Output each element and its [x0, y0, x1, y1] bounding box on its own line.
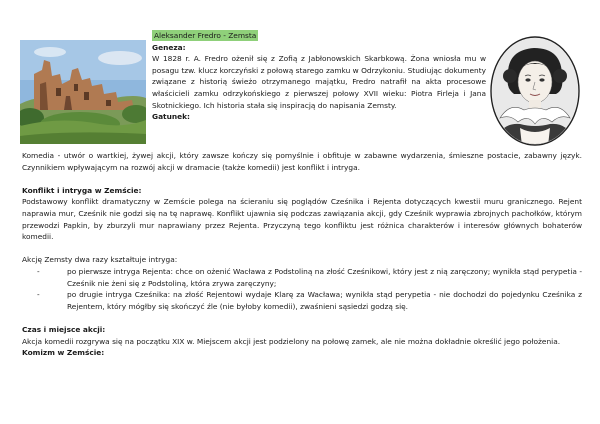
intrigue-item-1: po pierwsze intryga Rejenta: chce on ożenić Wacława z Podstoliną na złość Cześnikowi, który jest z nią zaręczony; wynikła stąd perypetia - Cześnik nie żeni się z Podstoliną, która zrywa zaręczyny;: [67, 266, 582, 288]
header-block: [152, 30, 486, 123]
castle-ruins-photo: [20, 40, 146, 144]
conflict-heading: Konflikt i intryga w Zemście:: [22, 185, 142, 195]
intrigue-item-2: po drugie intryga Cześnika: na złość Rejentowi wydaje Klarę za Wacława; wynikła stąd perypetia - nie dochodzi do pojedynku Cześnika z Rejentem, który mógłby się skończyć źle (nie byłoby komedii), zwaśnieni sąsiedzi godzą się.: [67, 290, 582, 311]
list-item: [22, 289, 582, 312]
intrigue-intro: Akcję Zemsty dwa razy kształtuje intryga:: [22, 255, 178, 265]
document-title: Aleksander Fredro - Zemsta: [154, 31, 257, 40]
bullet-dash: -: [37, 266, 40, 276]
genre-text: Komedia - utwór o wartkiej, żywej akcji, który zawsze kończy się pomyślnie i obfituje w zabawne wydarzenia, śmieszne postacie, zabawny język. Czynnikiem wpływającym na rozwój akcji w dramacie (także komedii) jest konflikt i intryga.: [22, 151, 582, 172]
genesis-heading: Geneza:: [152, 42, 186, 52]
genesis-text: W 1828 r. A. Fredro ożenił się z Zofią z Jabłonowskich Skarbkową. Żona wniosła mu w posagu tzw. klucz korczyński z połową starego zamku w Odrzykoniu. Studiując dokumenty związane z historią świeżo otrzymanego majątku, Fredro natrafił na akta procesowe właścicieli zamku odrzykońskiego z pierwszej połowy XVII wieku: Piotra Firleja i Jana Skotnickiego. Ich historia stała się inspiracją do napisania Zemsty.: [152, 54, 486, 110]
time-place-text: Akcja komedii rozgrywa się na początku XIX w. Miejscem akcji jest podzielony na połowę zamek, ale nie można dokładnie określić jego położenia.: [22, 336, 561, 346]
bullet-dash: -: [37, 290, 40, 300]
list-item: [22, 266, 582, 289]
conflict-text: Podstawowy konflikt dramatyczny w Zemście polega na ścieraniu się poglądów Cześnika i Rejenta dotyczących kwestii muru granicznego. Rejent naprawia mur, Cześnik nie godzi się na tę naprawę. Konflikt ujawnia się podczas zawiązania akcji, gdy Cześnik wyprawia zbrojnych pachołków, którym przewodzi Papkin, by zburzyli mur naprawiany przez Rejenta. Przyczyną tego konfliktu jest różnica charakterów i interesów głównych bohaterów komedii.: [22, 197, 582, 242]
portrait-illustration: [490, 36, 580, 146]
time-place-heading: Czas i miejsce akcji:: [22, 324, 106, 334]
comedy-heading: Komizm w Zemście:: [22, 348, 105, 358]
genre-heading: Gatunek:: [152, 112, 190, 122]
intrigue-list: [22, 266, 582, 312]
main-body: [22, 150, 582, 359]
